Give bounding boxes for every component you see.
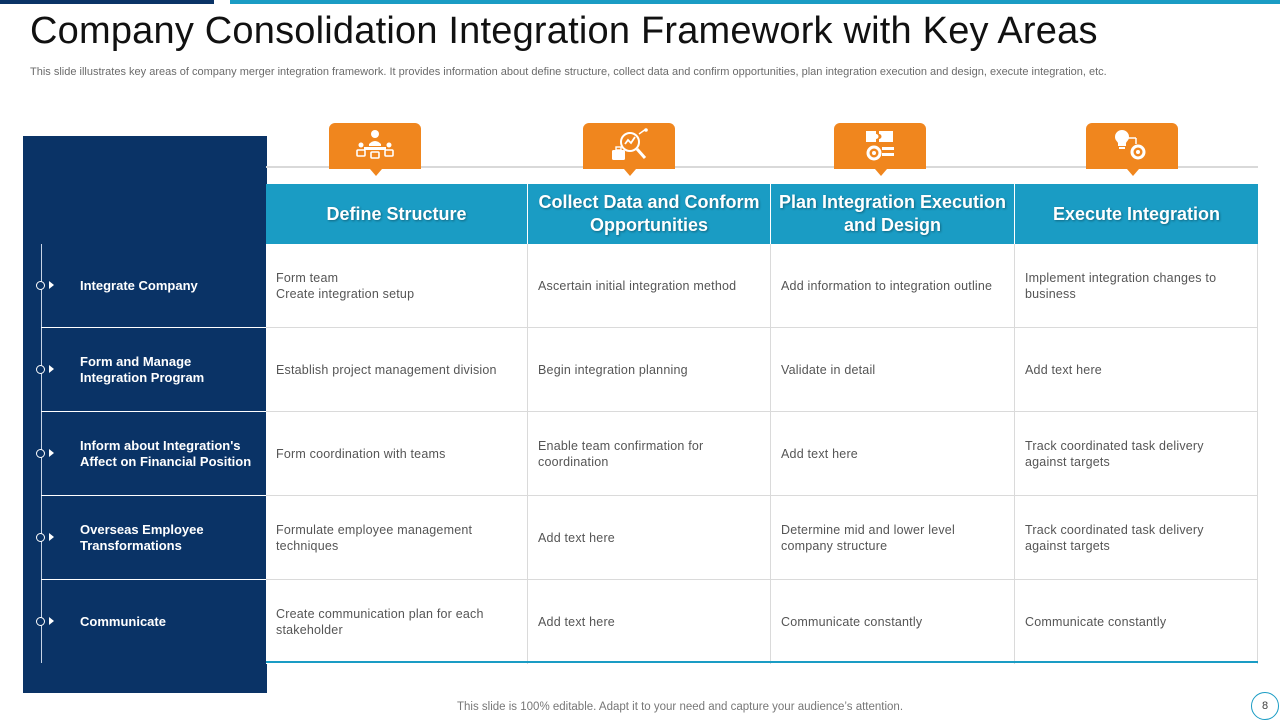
cell-text: Add text here xyxy=(538,530,615,545)
icon-tab-define-structure xyxy=(329,123,421,169)
cell-text: Track coordinated task delivery against targets xyxy=(1025,522,1204,553)
cell-text: Add text here xyxy=(781,446,858,461)
cell-text: Add information to integration outline xyxy=(781,278,993,293)
row-label xyxy=(41,244,266,328)
table-cell xyxy=(771,328,1015,412)
row-label-text: Integrate Company xyxy=(80,277,198,293)
cell-text: Begin integration planning xyxy=(538,362,688,377)
cell-text: Add text here xyxy=(538,615,615,629)
cell-text: Enable team confirmation for coordination xyxy=(538,438,704,469)
data-analysis-icon xyxy=(609,128,649,164)
row-bullet-icon xyxy=(36,617,45,626)
cell-text: Form coordination with teams xyxy=(276,446,446,461)
table-cell xyxy=(771,244,1015,328)
table-cell xyxy=(528,328,771,412)
row-arrow-icon xyxy=(49,365,54,373)
table-cell xyxy=(528,412,771,496)
row-label-text: Form and Manage Integration Program xyxy=(80,353,205,385)
row-label xyxy=(41,328,266,412)
cell-text: Create communication plan for each stakeholder xyxy=(276,607,484,637)
row-label xyxy=(41,496,266,580)
table-cell xyxy=(266,244,528,328)
table-cell xyxy=(771,412,1015,496)
table-cell xyxy=(771,496,1015,580)
column-header-define-structure: Define Structure xyxy=(266,184,528,244)
table-cell xyxy=(266,328,528,412)
row-arrow-icon xyxy=(49,617,54,625)
page-title: Company Consolidation Integration Framework with Key Areas xyxy=(30,10,1098,52)
cell-text: Determine mid and lower level company structure xyxy=(781,522,955,553)
column-header-collect-data: Collect Data and Conform Opportunities xyxy=(528,184,771,244)
row-arrow-icon xyxy=(49,281,54,289)
table-cell xyxy=(528,244,771,328)
table-cell xyxy=(528,496,771,580)
icon-tab-plan-integration xyxy=(834,123,926,169)
row-label xyxy=(41,412,266,496)
column-header-plan-integration: Plan Integration Execution and Design xyxy=(771,184,1015,244)
top-accent-bar-teal xyxy=(230,0,1280,4)
row-label-text: Communicate xyxy=(80,614,166,629)
row-label xyxy=(41,580,266,664)
table-cell xyxy=(528,580,771,664)
table-cell xyxy=(1015,580,1258,664)
cell-text: Track coordinated task delivery against targets xyxy=(1025,438,1204,469)
table-cell xyxy=(266,496,528,580)
row-label-text: Overseas Employee Transformations xyxy=(80,521,204,553)
table-cell xyxy=(1015,244,1258,328)
row-bullet-icon xyxy=(36,281,45,290)
table-cell xyxy=(266,580,528,664)
cell-text: Validate in detail xyxy=(781,362,876,377)
cell-text: Implement integration changes to business xyxy=(1025,270,1217,301)
table-cell xyxy=(771,580,1015,664)
cell-text: Ascertain initial integration method xyxy=(538,278,737,293)
cell-text: Communicate constantly xyxy=(781,615,923,629)
table-bottom-border xyxy=(266,661,1258,663)
row-arrow-icon xyxy=(49,449,54,457)
row-bullet-icon xyxy=(36,533,45,542)
puzzle-gear-icon xyxy=(860,128,900,164)
team-meeting-icon xyxy=(355,128,395,164)
page-number-badge: 8 xyxy=(1251,692,1279,720)
page-subtitle: This slide illustrates key areas of company merger integration framework. It provides information about define structure, collect data and confirm opportunities, plan integration execution and design, execute integration, etc. xyxy=(30,66,1107,78)
top-accent-bar-dark xyxy=(0,0,214,4)
footer-note: This slide is 100% editable. Adapt it to your need and capture your audience’s attention. xyxy=(456,701,904,713)
table-cell xyxy=(1015,496,1258,580)
table-cell xyxy=(1015,412,1258,496)
cell-text: Establish project management division xyxy=(276,362,497,377)
row-arrow-icon xyxy=(49,533,54,541)
icon-tab-execute-integration xyxy=(1086,123,1178,169)
row-label-text: Inform about Integration's Affect on Financial Position xyxy=(80,437,252,469)
cell-text: Communicate constantly xyxy=(1025,615,1167,629)
icon-tab-collect-data xyxy=(583,123,675,169)
cell-text: Formulate employee management techniques xyxy=(276,522,473,553)
bulb-gear-icon xyxy=(1112,128,1152,164)
cell-text: Add text here xyxy=(1025,362,1102,377)
cell-text: Form team Create integration setup xyxy=(276,270,415,301)
table-cell xyxy=(1015,328,1258,412)
column-header-execute-integration: Execute Integration xyxy=(1015,184,1258,244)
row-bullet-icon xyxy=(36,449,45,458)
row-bullet-icon xyxy=(36,365,45,374)
table-cell xyxy=(266,412,528,496)
